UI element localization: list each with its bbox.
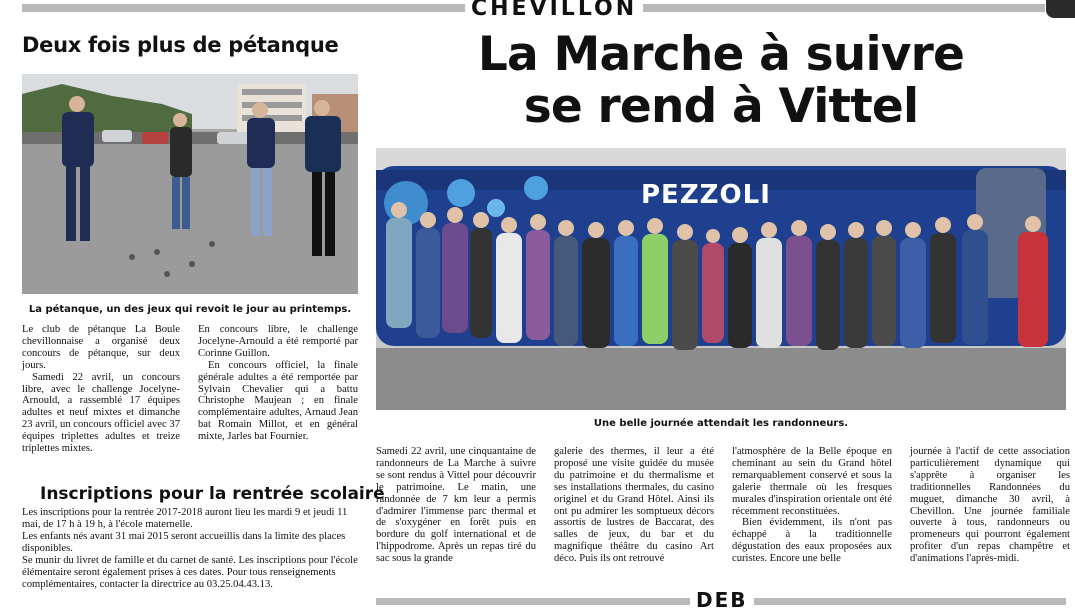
page-corner-tab (1046, 0, 1075, 18)
next-section-label: DEB (690, 592, 754, 608)
left-article-col1 (22, 324, 180, 455)
main-col3b-text: Bien évidemment, ils n'ont pas échappé à la traditionnelle dégustation des eaux proposées aux curistes. Encore une belle (732, 517, 892, 565)
main-col2-text: galerie des thermes, il leur a été proposé une visite guidée du musée du patrimoine et du thermalisme et ses installations thermales, du casino originel et du Grand Hôtel. Ainsi ils ont pu admirer les somptueux décors assortis de lustres de Baccarat, des salles de jeux, du bar et du magnifique théâtre du casino Art déco. Puis ils ont retrouvé (554, 446, 714, 565)
main-col1-text: Samedi 22 avril, une cinquantaine de randonneurs de La Marche à suivre se sont rendus à Vittel pour découvrir le patrimoine. Le matin, une randonnée de 7 km leur a permis d'admirer l'immense parc thermal et de s'oxygéner en forêt puis en bordure du golf international et de l'hippodrome. Après un repas tiré du sac sous la grande (376, 446, 536, 565)
main-article-col4 (910, 446, 1070, 565)
group-photo (376, 148, 1066, 410)
main-headline (376, 29, 1066, 133)
left-headline: Deux fois plus de pétanque (22, 33, 339, 57)
main-col4-text: journée à l'actif de cette association particulièrement dynamique qui s'apprête à organiser les traditionnelles Randonnées du muguet, dimanche 30 avril, à Chevillon. Une journée familiale ouverte à tous, randonneurs ou promeneurs qui pourront également profiter d'un repas champêtre et d'animations l'après-midi. (910, 446, 1070, 565)
main-col3-text: l'atmosphère de la Belle époque en cheminant au sein du Grand hôtel remarquablement conservé et sous la galerie thermale où les fresques murales d'inspiration orientale ont été récemment reconstituées. (732, 446, 892, 517)
left-article-col2 (198, 324, 358, 443)
main-article-col1 (376, 446, 536, 565)
main-article-col3 (732, 446, 892, 565)
main-headline-line2: se rend à Vittel (523, 79, 919, 134)
left-col1-para2: Samedi 22 avril, un concours libre, avec le challenge Jocelyne-Arnould, a rassemblé 17 équipes adultes et neuf mixtes et dimanche 23 avril, un concours officiel avec 37 équipes triplettes adultes et treize triplettes mixtes. (22, 371, 180, 455)
left-photo-caption: La pétanque, un des jeux qui revoit le jour au printemps. (28, 304, 352, 315)
main-article-col2 (554, 446, 714, 565)
inscriptions-body (22, 507, 358, 591)
section-masthead: CHEVILLON (465, 0, 643, 18)
petanque-photo (22, 74, 358, 294)
left-col1-para1: Le club de pétanque La Boule chevillonnaise a organisé deux concours de pétanque, sur deux jours. (22, 324, 180, 371)
inscriptions-para2: Les enfants nés avant 31 mai 2015 seront accueillis dans la limite des places disponibles. (22, 531, 346, 554)
left-col2-para1: En concours libre, le challenge Jocelyne-Arnould a été remporté par Corinne Guillon. (198, 324, 358, 359)
main-headline-line1: La Marche à suivre (477, 27, 965, 82)
main-photo-caption: Une belle journée attendait les randonneurs. (593, 418, 849, 429)
left-col2-para2: En concours officiel, la finale générale adultes a été remportée par Sylvain Chevalier qui a battu Christophe Maujean ; en finale complémentaire adultes, Arnaud Jean bat Romain Millot, et en général mixte, Jarles bat Fournier. (198, 359, 358, 443)
inscriptions-para1: Les inscriptions pour la rentrée 2017-2018 auront lieu les mardi 9 et jeudi 11 mai, de 17 h à 19 h, à l'école maternelle. (22, 507, 348, 530)
inscriptions-para3: Se munir du livret de famille et du carnet de santé. Les inscriptions pour l'école élémentaire seront également prises à ces dates. Pour tous renseignements complémentaires, contacter la directrice au 03.25.04.43.13. (22, 555, 358, 590)
inscriptions-headline: Inscriptions pour la rentrée scolaire (40, 484, 385, 504)
bus-brand-text: PEZZOLI (641, 180, 771, 210)
